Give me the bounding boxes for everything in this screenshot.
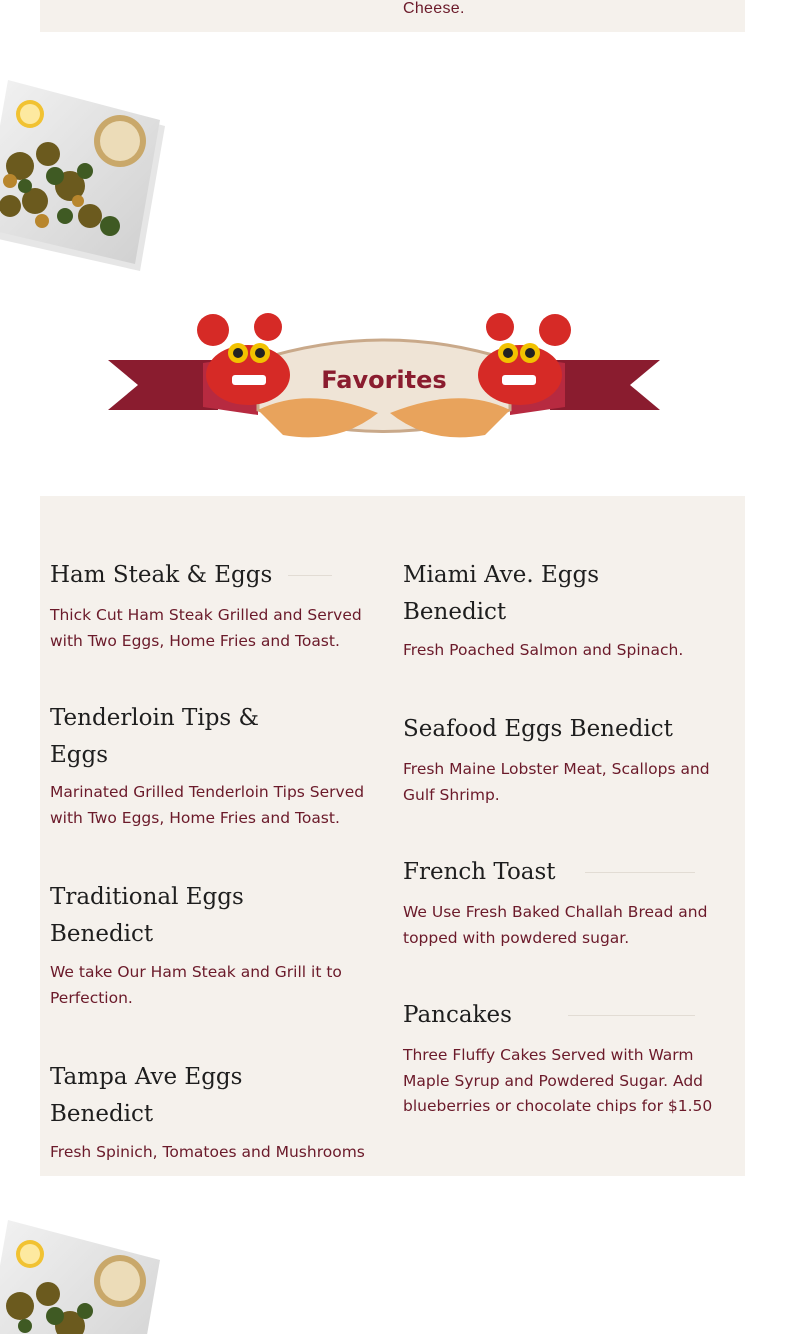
menu-item-seafood-eggs-benedict bbox=[403, 711, 733, 808]
menu-item-tenderloin-tips-eggs-desc bbox=[50, 780, 380, 831]
menu-item-name: Pancakes bbox=[403, 1002, 512, 1028]
menu-item-description: We take Our Ham Steak and Grill it to Perfection. bbox=[50, 963, 342, 1007]
menu-item-description: Marinated Grilled Tenderloin Tips Served with Two Eggs, Home Fries and Toast. bbox=[50, 783, 365, 827]
previous-menu-card bbox=[40, 0, 745, 32]
menu-item-name: French Toast bbox=[403, 859, 556, 885]
menu-item-miami-ave-eggs-benedict bbox=[403, 557, 603, 631]
menu-item-description: Thick Cut Ham Steak Grilled and Served with Two Eggs, Home Fries and Toast. bbox=[50, 606, 362, 650]
menu-item-name: Seafood Eggs Benedict bbox=[403, 716, 673, 742]
menu-item-ham-steak-eggs bbox=[50, 557, 380, 654]
menu-item-tenderloin-tips-eggs bbox=[50, 700, 260, 774]
menu-item-tampa-ave-eggs-benedict-desc bbox=[50, 1140, 380, 1166]
menu-item-tampa-ave-eggs-benedict bbox=[50, 1059, 250, 1133]
menu-item-traditional-eggs-benedict bbox=[50, 879, 260, 953]
menu-item-name: Tampa Ave Eggs Benedict bbox=[50, 1064, 243, 1127]
menu-item-description: Three Fluffy Cakes Served with Warm Maple Syrup and Powdered Sugar. Add blueberries or chocolate chips for $1.50 bbox=[403, 1046, 713, 1116]
menu-item-traditional-eggs-benedict-desc bbox=[50, 960, 360, 1011]
previous-item-description-fragment: Cheese. bbox=[403, 0, 465, 17]
menu-item-french-toast bbox=[403, 854, 733, 951]
menu-item-name: Traditional Eggs Benedict bbox=[50, 884, 244, 947]
menu-item-miami-ave-eggs-benedict-desc bbox=[403, 638, 733, 664]
menu-item-description: Fresh Spinich, Tomatoes and Mushrooms bbox=[50, 1143, 365, 1161]
menu-item-description: We Use Fresh Baked Challah Bread and topped with powdered sugar. bbox=[403, 903, 708, 947]
menu-item-name: Tenderloin Tips & Eggs bbox=[50, 705, 259, 768]
favorites-banner-image bbox=[108, 305, 660, 450]
fried-calamari-plate-image bbox=[0, 76, 170, 286]
favorites-menu-card bbox=[40, 496, 745, 1176]
menu-item-description: Fresh Poached Salmon and Spinach. bbox=[403, 641, 684, 659]
favorites-banner-label: Favorites bbox=[321, 365, 447, 394]
fried-calamari-plate-image bbox=[0, 1216, 170, 1334]
menu-item-name: Miami Ave. Eggs Benedict bbox=[403, 562, 600, 625]
title-divider-line bbox=[585, 872, 695, 873]
menu-item-description: Fresh Maine Lobster Meat, Scallops and Gulf Shrimp. bbox=[403, 760, 710, 804]
menu-item-name: Ham Steak & Eggs bbox=[50, 562, 273, 588]
title-divider-line bbox=[568, 1015, 695, 1016]
title-divider-line bbox=[288, 575, 332, 576]
